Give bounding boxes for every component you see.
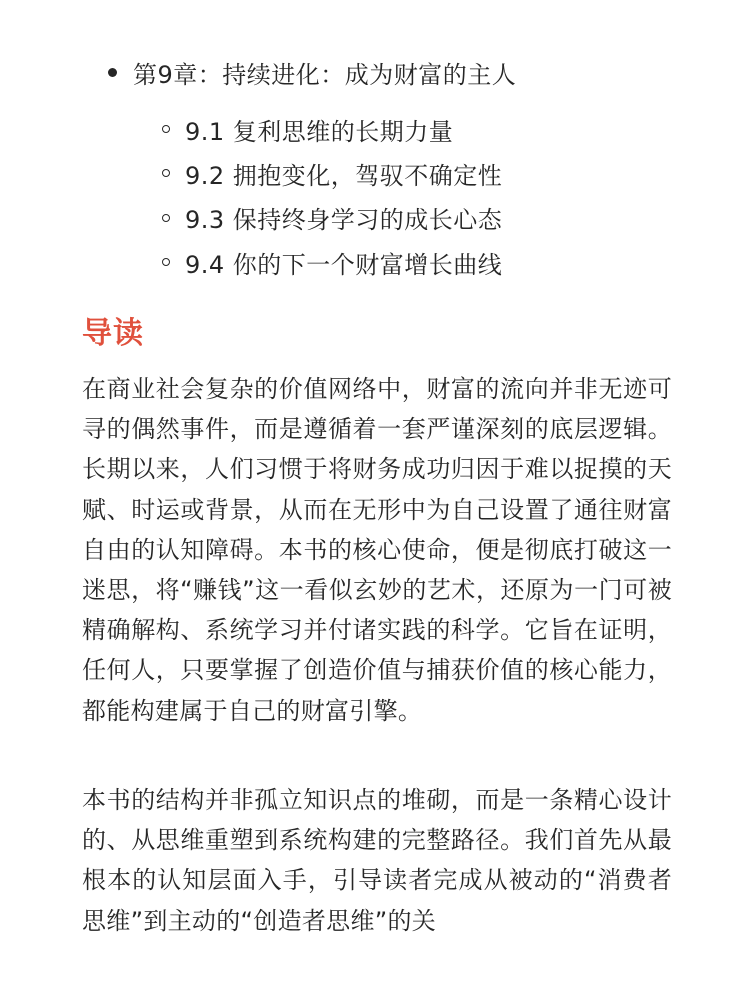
hollow-bullet-icon	[162, 214, 170, 222]
hollow-bullet-icon	[162, 258, 170, 266]
toc-section-list	[162, 107, 502, 284]
toc-section-title: 9.2 拥抱变化，驾驭不确定性	[185, 161, 503, 190]
toc-chapter-title: 第9章：持续进化：成为财富的主人	[133, 60, 517, 89]
toc-section-item	[162, 196, 502, 240]
intro-paragraph-1: 在商业社会复杂的价值网络中，财富的流向并非无迹可寻的偶然事件，而是遵循着一套严谨深刻的底层逻辑。长期以来，人们习惯于将财务成功归因于难以捉摸的天赋、时运或背景，从而在无形中为自己设置了通往财富自由的认知障碍。本书的核心使命，便是彻底打破这一迷思，将“赚钱”这一看似玄妙的艺术，还原为一门可被精确解构、系统学习并付诸实践的科学。它旨在证明，任何人，只要掌握了创造价值与捕获价值的核心能力，都能构建属于自己的财富引擎。	[82, 375, 672, 725]
toc-section-item	[162, 151, 502, 195]
toc-chapter-item	[108, 52, 516, 92]
intro-paragraph-2: 本书的结构并非孤立知识点的堆砌，而是一条精心设计的、从思维重塑到系统构建的完整路径。我们首先从最根本的认知层面入手，引导读者完成从被动的“消费者思维”到主动的“创造者思维”的关	[82, 786, 672, 935]
toc-section-item	[162, 240, 502, 284]
section-heading: 导读	[82, 316, 144, 351]
hollow-bullet-icon	[162, 169, 170, 177]
toc-section-title: 9.3 保持终身学习的成长心态	[185, 206, 503, 235]
toc-section-title: 9.4 你的下一个财富增长曲线	[185, 250, 503, 279]
hollow-bullet-icon	[162, 125, 170, 133]
toc-section-item	[162, 107, 502, 151]
toc-section-title: 9.1 复利思维的长期力量	[185, 117, 454, 146]
bullet-icon	[108, 68, 117, 77]
